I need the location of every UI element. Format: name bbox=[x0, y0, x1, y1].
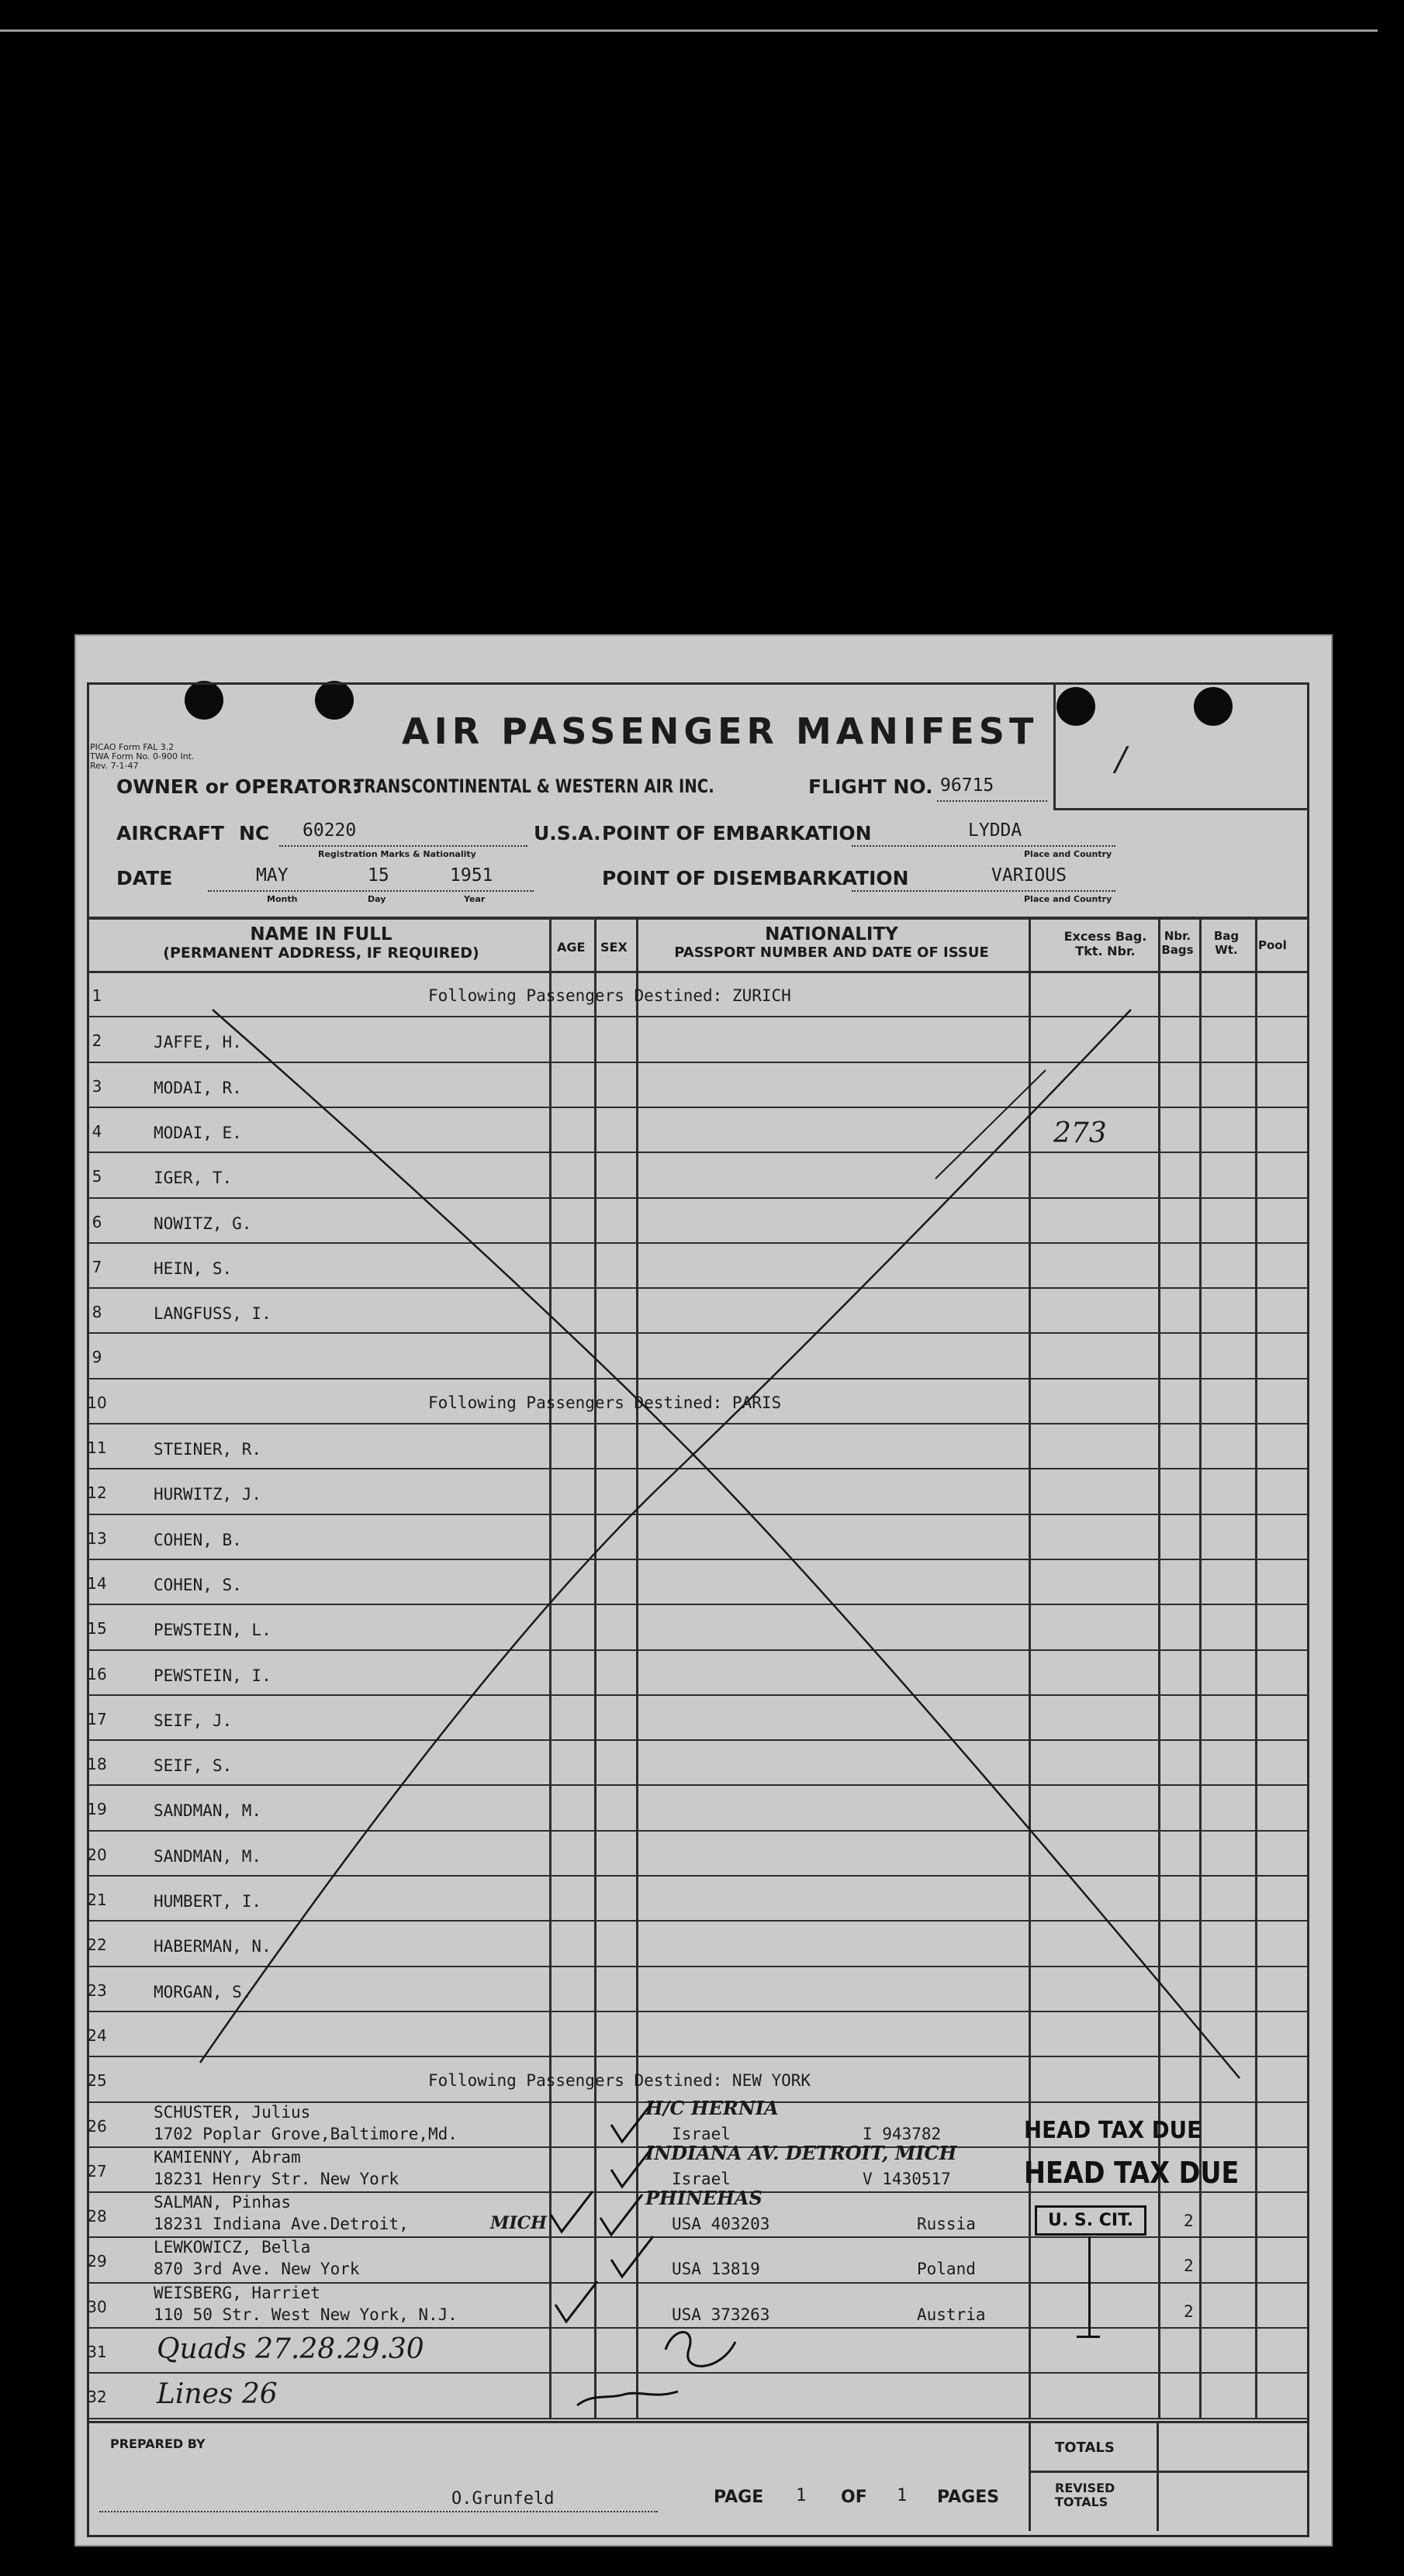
row-number: 4 bbox=[92, 1122, 102, 1141]
owner-label: OWNER or OPERATOR: bbox=[116, 775, 360, 798]
head-tax-stamp-2: HEAD TAX DUE bbox=[1024, 2156, 1240, 2190]
col-sex-header: SEX bbox=[600, 940, 628, 955]
date-year: 1951 bbox=[450, 865, 493, 886]
date-year-sub: Year bbox=[464, 894, 486, 904]
passenger-name: MODAI, R. bbox=[154, 1079, 242, 1097]
flight-label: FLIGHT NO. bbox=[808, 775, 933, 798]
row-number: 28 bbox=[87, 2207, 107, 2226]
totals-label: TOTALS bbox=[1055, 2440, 1115, 2456]
passenger-name: LEWKOWICZ, Bella bbox=[154, 2238, 311, 2257]
row-number: 11 bbox=[87, 1438, 107, 1457]
col-pool-header: Pool bbox=[1258, 938, 1287, 952]
row-number: 32 bbox=[87, 2388, 107, 2406]
disembark-value: VARIOUS bbox=[991, 865, 1067, 886]
passenger-address: 110 50 Str. West New York, N.J. bbox=[154, 2305, 458, 2324]
excess-baggage-value: 273 bbox=[1053, 1117, 1107, 1149]
revised-totals-label: REVISED TOTALS bbox=[1055, 2481, 1115, 2509]
destination-heading: Following Passengers Destined: PARIS bbox=[428, 1393, 782, 1412]
us-citizen-stamp: U. S. CIT. bbox=[1035, 2205, 1146, 2236]
col-nbr-header: Nbr. Bags bbox=[1161, 929, 1194, 957]
passenger-name: KAMIENNY, Abram bbox=[154, 2148, 301, 2167]
passenger-passport: I 943782 bbox=[863, 2125, 942, 2143]
aircraft-nc: NC bbox=[239, 822, 270, 844]
passenger-name: SEIF, J. bbox=[154, 1711, 233, 1730]
row-number: 31 bbox=[87, 2343, 107, 2361]
bag-count: 2 bbox=[1184, 2257, 1194, 2275]
col-age-header: AGE bbox=[557, 940, 586, 955]
row-number: 13 bbox=[87, 1529, 107, 1548]
embark-value: LYDDA bbox=[968, 820, 1022, 841]
passenger-passport: Austria bbox=[917, 2305, 986, 2324]
disembark-sub: Place and Country bbox=[1024, 894, 1112, 904]
handwritten-correction: PHINEHAS bbox=[645, 2187, 763, 2209]
row-number: 27 bbox=[87, 2162, 107, 2181]
row-number: 15 bbox=[87, 1619, 107, 1638]
passenger-address: 18231 Indiana Ave.Detroit, bbox=[154, 2215, 409, 2233]
row-number: 19 bbox=[87, 1800, 107, 1818]
row-number: 6 bbox=[92, 1213, 102, 1231]
prepared-value: O.Grunfeld bbox=[451, 2489, 555, 2509]
passenger-address: 1702 Poplar Grove,Baltimore,Md. bbox=[154, 2125, 458, 2143]
row-number: 24 bbox=[87, 2026, 107, 2045]
passenger-passport: V 1430517 bbox=[863, 2170, 951, 2188]
passenger-name: JAFFE, H. bbox=[154, 1033, 242, 1051]
manifest-sheet bbox=[74, 634, 1333, 2547]
passenger-name: SANDMAN, M. bbox=[154, 1847, 262, 1866]
row-number: 17 bbox=[87, 1710, 107, 1728]
check-marks bbox=[76, 636, 1331, 2545]
passenger-name: PEWSTEIN, I. bbox=[154, 1666, 271, 1685]
row-number: 1 bbox=[92, 986, 102, 1005]
aircraft-value: 60220 bbox=[303, 820, 357, 841]
row-number: 30 bbox=[87, 2298, 107, 2316]
passenger-passport: Poland bbox=[917, 2260, 976, 2278]
row-number: 9 bbox=[92, 1348, 102, 1366]
col-name-header: NAME IN FULL (PERMANENT ADDRESS, IF REQUIRED) bbox=[163, 924, 479, 962]
date-month-sub: Month bbox=[267, 894, 298, 904]
handwritten-note: Lines 26 bbox=[157, 2378, 278, 2410]
form-id: PICAO Form FAL 3.2 TWA Form No. 0-900 Int. Rev. 7-1-47 bbox=[90, 742, 195, 771]
owner-value: TRANSCONTINENTAL & WESTERN AIR INC. bbox=[354, 775, 714, 797]
page-label: PAGE bbox=[714, 2488, 764, 2507]
corner-mark: / bbox=[1115, 740, 1127, 778]
destination-heading: Following Passengers Destined: ZURICH bbox=[428, 986, 791, 1005]
passenger-nationality: USA 403203 bbox=[672, 2215, 770, 2233]
aircraft-sub: Registration Marks & Nationality bbox=[318, 849, 476, 859]
embark-sub: Place and Country bbox=[1024, 849, 1112, 859]
row-number: 8 bbox=[92, 1303, 102, 1321]
passenger-name: SALMAN, Pinhas bbox=[154, 2193, 292, 2212]
page-value: 1 bbox=[796, 2486, 807, 2505]
passenger-name: PEWSTEIN, L. bbox=[154, 1621, 271, 1639]
date-day-sub: Day bbox=[368, 894, 386, 904]
head-tax-stamp-1: HEAD TAX DUE bbox=[1024, 2117, 1202, 2144]
prepared-label: PREPARED BY bbox=[110, 2436, 206, 2451]
passenger-address: 870 3rd Ave. New York bbox=[154, 2260, 360, 2278]
row-number: 25 bbox=[87, 2071, 107, 2090]
passenger-address: 18231 Henry Str. New York bbox=[154, 2170, 399, 2188]
passenger-name: LANGFUSS, I. bbox=[154, 1304, 271, 1323]
passenger-nationality: USA 13819 bbox=[672, 2260, 760, 2278]
of-label: OF bbox=[841, 2488, 867, 2507]
passenger-name: HURWITZ, J. bbox=[154, 1485, 262, 1504]
passenger-nationality: USA 373263 bbox=[672, 2305, 770, 2324]
embark-label: POINT OF EMBARKATION bbox=[602, 822, 872, 844]
page-title: AIR PASSENGER MANIFEST bbox=[402, 710, 1039, 752]
passenger-name: SEIF, S. bbox=[154, 1756, 233, 1775]
row-number: 14 bbox=[87, 1574, 107, 1593]
row-number: 5 bbox=[92, 1167, 102, 1186]
row-number: 16 bbox=[87, 1665, 107, 1683]
handwritten-note: Quads 27.28.29.30 bbox=[157, 2333, 424, 2365]
of-value: 1 bbox=[897, 2486, 908, 2505]
passenger-name: WEISBERG, Harriet bbox=[154, 2284, 320, 2302]
handwritten-correction: H/C HERNIA bbox=[645, 2097, 779, 2119]
handwritten-correction: MICH bbox=[490, 2213, 547, 2233]
handwritten-correction: INDIANA AV. DETROIT, MICH bbox=[645, 2142, 957, 2164]
row-number: 10 bbox=[87, 1393, 107, 1412]
row-number: 26 bbox=[87, 2117, 107, 2136]
pages-label: PAGES bbox=[937, 2488, 1000, 2507]
disembark-label: POINT OF DISEMBARKATION bbox=[602, 867, 909, 889]
col-nationality-header: NATIONALITY PASSPORT NUMBER AND DATE OF ISSUE bbox=[674, 924, 989, 961]
passenger-name: COHEN, S. bbox=[154, 1576, 242, 1594]
passenger-name: STEINER, R. bbox=[154, 1440, 262, 1459]
row-number: 18 bbox=[87, 1755, 107, 1773]
passenger-name: HEIN, S. bbox=[154, 1259, 233, 1278]
passenger-name: NOWITZ, G. bbox=[154, 1214, 252, 1233]
passenger-nationality: Israel bbox=[672, 2170, 731, 2188]
row-number: 3 bbox=[92, 1077, 102, 1096]
flight-value: 96715 bbox=[940, 775, 994, 796]
scan-edge-line bbox=[0, 29, 1378, 32]
passenger-name: IGER, T. bbox=[154, 1169, 233, 1187]
row-number: 20 bbox=[87, 1846, 107, 1864]
passenger-name: SANDMAN, M. bbox=[154, 1801, 262, 1820]
col-excess-header: Excess Bag. Tkt. Nbr. bbox=[1063, 929, 1147, 958]
passenger-name: MORGAN, S. bbox=[154, 1983, 252, 2001]
aircraft-label: AIRCRAFT bbox=[116, 822, 224, 844]
bag-count: 2 bbox=[1184, 2212, 1194, 2230]
date-label: DATE bbox=[116, 867, 173, 889]
passenger-name: HUMBERT, I. bbox=[154, 1892, 262, 1911]
destination-heading: Following Passengers Destined: NEW YORK bbox=[428, 2071, 811, 2090]
col-bagwt-header: Bag Wt. bbox=[1213, 929, 1240, 957]
row-number: 2 bbox=[92, 1031, 102, 1050]
bag-count: 2 bbox=[1184, 2302, 1194, 2321]
row-number: 21 bbox=[87, 1891, 107, 1909]
row-number: 12 bbox=[87, 1483, 107, 1502]
date-month: MAY bbox=[256, 865, 289, 886]
row-number: 7 bbox=[92, 1258, 102, 1276]
passenger-name: SCHUSTER, Julius bbox=[154, 2103, 311, 2122]
row-number: 23 bbox=[87, 1981, 107, 2000]
row-number: 29 bbox=[87, 2252, 107, 2270]
country-value: U.S.A. bbox=[534, 822, 601, 844]
date-day: 15 bbox=[368, 865, 389, 886]
passenger-name: MODAI, E. bbox=[154, 1124, 242, 1142]
passenger-nationality: Israel bbox=[672, 2125, 731, 2143]
passenger-name: HABERMAN, N. bbox=[154, 1937, 271, 1956]
passenger-name: COHEN, B. bbox=[154, 1531, 242, 1549]
passenger-passport: Russia bbox=[917, 2215, 976, 2233]
row-number: 22 bbox=[87, 1935, 107, 1954]
